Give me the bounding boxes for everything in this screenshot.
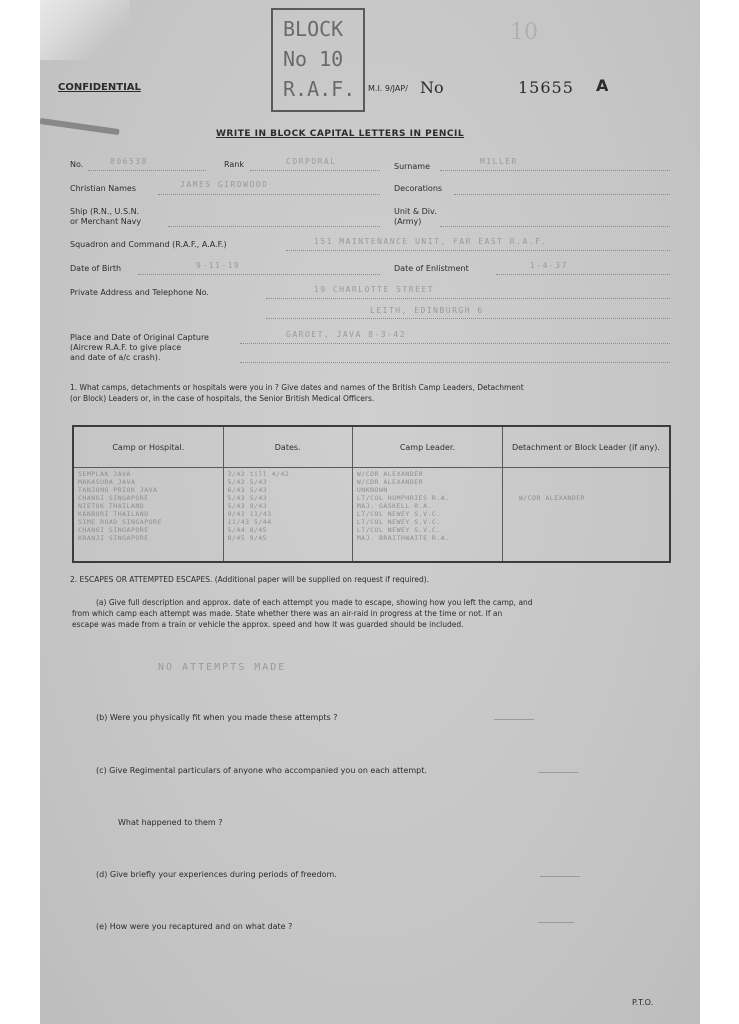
ship-label-line-1: Ship (R.N., U.S.N.: [70, 207, 140, 216]
table-cell: MAJ. GASKELL R.A.: [356, 502, 432, 510]
camps-table: [72, 425, 671, 563]
q2b-text: (b) Were you physically fit when you made these attempts ?: [96, 713, 338, 722]
q2d-text: (d) Give briefly your experiences during periods of freedom.: [96, 870, 337, 879]
camps-column-detachment: [502, 468, 670, 563]
table-cell: UNKNOWN: [356, 486, 388, 494]
table-cell: 11/43 5/44: [227, 518, 272, 526]
table-cell: W/CDR ALEXANDER: [356, 470, 424, 478]
table-cell: 3/42 till 4/42: [227, 470, 290, 478]
number-label: No: [420, 78, 444, 97]
unit-label: [394, 207, 437, 227]
dob-label: Date of Birth: [70, 264, 122, 273]
q2a-text-2: from which camp each attempt was made. State whether there was an air-raid in progress at the time or not. If an: [72, 609, 503, 618]
table-cell: NIETOK THAILAND: [78, 502, 145, 510]
capture-label-line-3: and date of a/c crash).: [70, 353, 161, 362]
torn-corner: [40, 0, 130, 60]
form-reference: M.I. 9/JAP/: [368, 84, 408, 93]
paper-clip: [40, 118, 120, 135]
document-number: 15655: [518, 78, 574, 97]
q2c-text: (c) Give Regimental particulars of anyone who accompanied you on each attempt.: [96, 766, 427, 775]
q2c-followup: What happened to them ?: [118, 818, 223, 827]
stamp-line-3: R.A.F.: [283, 77, 356, 101]
rank-value: CORPORAL: [286, 157, 337, 166]
table-cell: 6/43 5/43: [227, 486, 268, 494]
table-cell: W/CDR ALEXANDER: [518, 494, 586, 502]
camps-column-leader: [352, 468, 502, 563]
table-cell: KRANJI SINGAPORE: [78, 534, 149, 542]
enlistment-value: 1-4-37: [530, 261, 568, 270]
table-cell: CHANGI SINGAPORE: [78, 494, 149, 502]
camps-header-leader: Camp Leader.: [352, 426, 502, 468]
capture-value: GAROET, JAVA 8-3-42: [286, 330, 407, 339]
table-cell: LT/COL NEWEY S.V.C.: [356, 510, 441, 518]
table-cell: CHANGI SINGAPORE: [78, 526, 149, 534]
address-line-2: LEITH, EDINBURGH 6: [370, 306, 484, 315]
surname-value: MILLER: [480, 157, 518, 166]
address-line-1: 19 CHARLOTTE STREET: [314, 285, 435, 294]
capture-label: [70, 333, 209, 363]
table-cell: 5/44 8/45: [227, 526, 268, 534]
stamp-line-1: BLOCK: [283, 17, 344, 41]
camps-header-dates: Dates.: [223, 426, 352, 468]
table-cell: MAKASURA JAVA: [78, 478, 136, 486]
table-cell: KANBURI THAILAND: [78, 510, 149, 518]
dob-value: 9-11-19: [196, 261, 241, 270]
confidential-label: CONFIDENTIAL: [58, 82, 141, 93]
address-label: Private Address and Telephone No.: [70, 288, 209, 297]
camps-column-dates: [223, 468, 352, 563]
block-stamp: [271, 8, 365, 112]
squadron-label: Squadron and Command (R.A.F., A.A.F.): [70, 240, 227, 249]
christian-names-label: Christian Names: [70, 184, 136, 193]
camps-header-camp: Camp or Hospital.: [73, 426, 223, 468]
q1-text-1: 1. What camps, detachments or hospitals were you in ? Give dates and names of the British Camp Leaders, Detachment: [70, 383, 524, 392]
no-value: 806538: [110, 157, 148, 166]
unit-label-line-1: Unit & Div.: [394, 207, 437, 216]
table-cell: LT/COL NEWEY S.V.C.: [356, 518, 441, 526]
camps-column-camp: [73, 468, 223, 563]
ship-label-line-2: or Merchant Navy: [70, 217, 142, 226]
table-cell: 5/43 9/43: [227, 502, 268, 510]
rank-label: Rank: [224, 160, 244, 169]
table-cell: MAJ. BRAITHWAITE R.A.: [356, 534, 450, 542]
ship-label: [70, 207, 141, 227]
table-cell: 5/43 5/43: [227, 494, 268, 502]
instruction-heading: WRITE IN BLOCK CAPITAL LETTERS IN PENCIL: [216, 129, 465, 139]
table-cell: LT/COL HUMPHRIES R.A.: [356, 494, 450, 502]
table-cell: SEMPLAK JAVA: [78, 470, 131, 478]
table-cell: LT/COL NEWEY S.V.C.: [356, 526, 441, 534]
document-suffix: A: [596, 76, 609, 95]
q2a-text-3: escape was made from a train or vehicle the approx. speed and how it was guarded should be included.: [72, 620, 464, 629]
decorations-label: Decorations: [394, 184, 443, 193]
q2e-text: (e) How were you recaptured and on what date ?: [96, 922, 293, 931]
table-cell: W/CDR ALEXANDER: [356, 478, 424, 486]
capture-label-line-2: (Aircrew R.A.F. to give place: [70, 343, 182, 352]
document-page: [40, 0, 700, 1024]
camps-table-body: [73, 468, 670, 563]
squadron-value: 151 MAINTENANCE UNIT, FAR EAST R.A.F.: [314, 237, 548, 246]
q2a-text-1: (a) Give full description and approx. date of each attempt you made to escape, showing how you left the camp, and: [96, 598, 533, 607]
table-cell: 8/45 9/45: [227, 534, 268, 542]
table-cell: 9/43 11/43: [227, 510, 272, 518]
q1-text-2: (or Block) Leaders or, in the case of hospitals, the Senior British Medical Officers.: [70, 394, 375, 403]
q2-heading: 2. ESCAPES OR ATTEMPTED ESCAPES. (Additional paper will be supplied on request if required).: [70, 575, 430, 584]
enlistment-label: Date of Enlistment: [394, 264, 469, 273]
table-cell: SIME ROAD SINGAPORE: [78, 518, 162, 526]
camps-header-detachment: Detachment or Block Leader (if any).: [502, 426, 670, 468]
stamp-line-2: No 10: [283, 47, 344, 71]
surname-label: Surname: [394, 162, 430, 171]
capture-label-line-1: Place and Date of Original Capture: [70, 333, 209, 342]
christian-names-value: JAMES GIRDWOOD: [180, 180, 269, 189]
pto-label: P.T.O.: [632, 998, 654, 1007]
table-cell: 5/42 5/43: [227, 478, 268, 486]
no-label: No.: [70, 160, 84, 169]
corner-handwritten-mark: 10: [510, 20, 538, 45]
unit-label-line-2: (Army): [394, 217, 422, 226]
q2a-answer: NO ATTEMPTS MADE: [158, 662, 287, 673]
table-cell: TANJONG PRIOK JAVA: [78, 486, 158, 494]
